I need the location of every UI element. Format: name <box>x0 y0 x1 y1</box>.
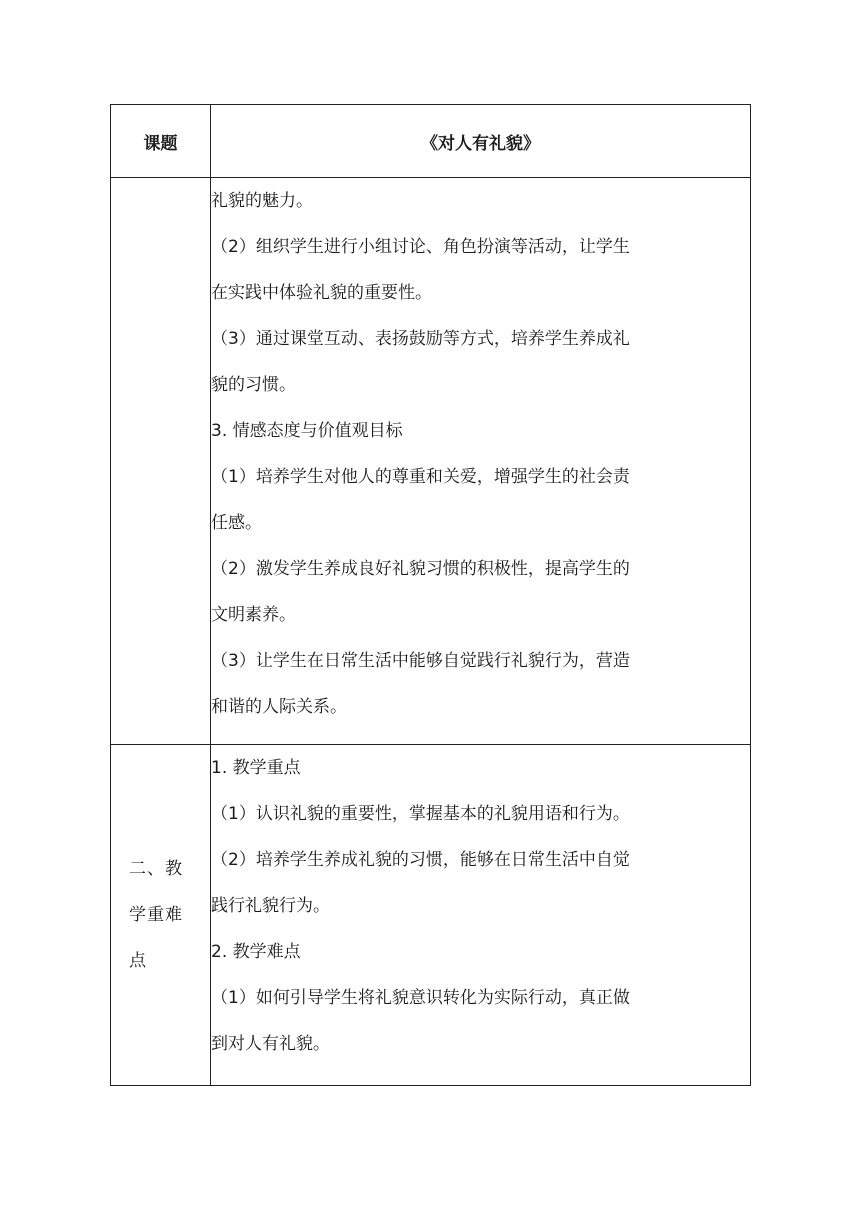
goals-line: （3）通过课堂互动、表扬鼓励等方式，培养学生养成礼 <box>211 329 630 349</box>
goals-line: 貌的习惯。 <box>211 375 296 395</box>
goals-line: （1）培养学生对他人的尊重和关爱，增强学生的社会责 <box>211 467 630 487</box>
key-line: 到对人有礼貌。 <box>211 1034 330 1054</box>
key-line: （1）如何引导学生将礼貌意识转化为实际行动，真正做 <box>211 988 630 1008</box>
goals-line: （2）激发学生养成良好礼貌习惯的积极性，提高学生的 <box>211 559 630 579</box>
goals-line: 文明素养。 <box>211 605 296 625</box>
goals-line: （2）组织学生进行小组讨论、角色扮演等活动，让学生 <box>211 237 630 257</box>
key-points-row <box>111 745 751 1086</box>
topic-title: 《对人有礼貌》 <box>421 133 540 154</box>
key-points-label: 二、教学重难点 <box>129 859 183 971</box>
lesson-plan-table <box>110 104 751 1086</box>
key-line: 践行礼貌行为。 <box>211 896 330 916</box>
key-line: 1. 教学重点 <box>211 758 301 778</box>
topic-title-cell <box>211 105 751 178</box>
goals-label-cell <box>111 178 211 745</box>
key-line: （2）培养学生养成礼貌的习惯，能够在日常生活中自觉 <box>211 850 630 870</box>
goals-line: 3. 情感态度与价值观目标 <box>211 421 403 441</box>
goals-line: 礼貌的魅力。 <box>211 191 313 211</box>
goals-line: 任感。 <box>211 513 262 533</box>
goals-line: 和谐的人际关系。 <box>211 697 347 717</box>
key-points-label-cell <box>111 745 211 1086</box>
key-line: （1）认识礼貌的重要性，掌握基本的礼貌用语和行为。 <box>211 804 630 824</box>
key-points-content-cell <box>211 745 751 1086</box>
topic-label: 课题 <box>143 133 178 154</box>
goals-row <box>111 178 751 745</box>
key-line: 2. 教学难点 <box>211 942 301 962</box>
goals-line: （3）让学生在日常生活中能够自觉践行礼貌行为，营造 <box>211 651 630 671</box>
topic-label-cell <box>111 105 211 178</box>
goals-content-cell <box>211 178 751 745</box>
goals-line: 在实践中体验礼貌的重要性。 <box>211 283 432 303</box>
header-row <box>111 105 751 178</box>
